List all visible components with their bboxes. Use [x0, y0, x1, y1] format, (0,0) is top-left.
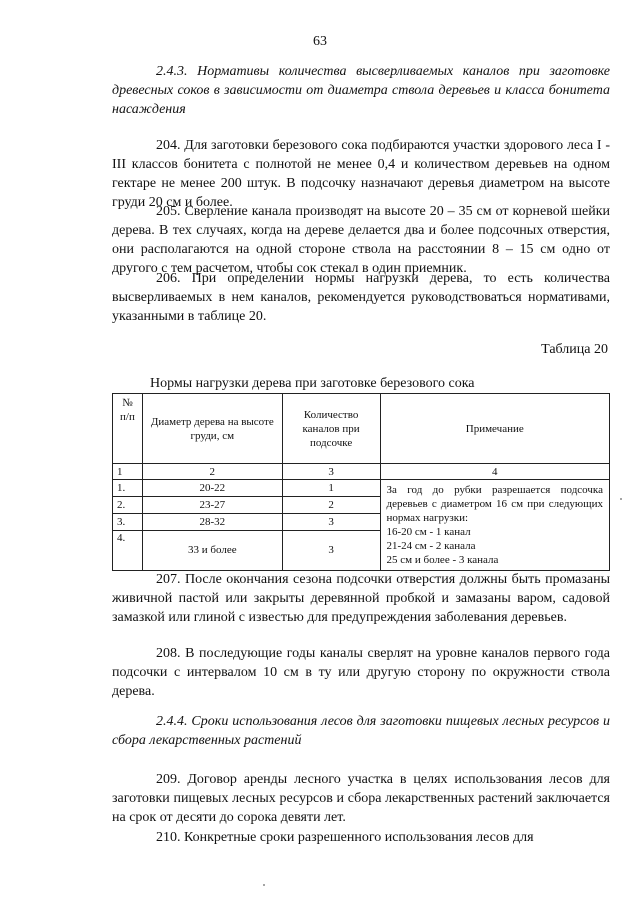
paragraph-210: 210. Конкретные сроки разрешенного использования лесов для — [156, 830, 534, 845]
scan-speck — [620, 498, 622, 500]
paragraph-207: 207. После окончания сезона подсочки отверстия должны быть промазаны живичной пастой или закрыты деревянной пробкой и замазаны варом, садовой замазкой или глиной с известью для предупреждения заболевания деревьев. — [112, 572, 610, 625]
paragraph-204: 204. Для заготовки березового сока подбираются участки здорового леса I - III классов бонитета с полнотой не менее 0,4 и количеством деревьев на одном гектаре не менее 200 штук. В подсочку назначают деревья диаметром на высоте груди 20 см и более. — [112, 138, 610, 210]
table-header-row — [113, 394, 610, 464]
paragraph-205: 205. Сверление канала производят на высоте 20 – 35 см от корневой шейки дерева. В тех случаях, когда на дереве делается два и более подсочных отверстия, они располагаются на одной стороне ствола на расстоянии 8 – 15 см одно от другого с тем расчетом, чтобы сок стекал в один приемник. — [112, 204, 610, 276]
row-num: 2. — [113, 496, 143, 513]
section-heading-text: 2.4.4. Сроки использования лесов для заготовки пищевых лесных ресурсов и сбора лекарственных растений — [112, 714, 610, 748]
paragraph-208: 208. В последующие годы каналы сверлят на уровне каналов первого года подсочки с интервалом 10 см в ту или другую сторону по окружности ствола дерева. — [112, 646, 610, 699]
col-number-3: 3 — [282, 464, 380, 480]
header-note: Примечание — [380, 394, 609, 464]
row-channels: 3 — [282, 530, 380, 570]
row-channels: 2 — [282, 496, 380, 513]
header-num: № п/п — [113, 394, 143, 464]
paragraph-206: 206. При определении нормы нагрузки дерева, то есть количества высверливаемых в нем каналов, рекомендуется руководствоваться нормативами, указанными в таблице 20. — [112, 271, 610, 324]
col-number-2: 2 — [142, 464, 282, 480]
row-channels: 1 — [282, 480, 380, 497]
row-num: 3. — [113, 513, 143, 530]
note-line: 16-20 см - 1 канал — [386, 526, 471, 538]
row-diameter: 28-32 — [142, 513, 282, 530]
section-heading-2-4-4 — [112, 712, 610, 750]
note-line: 21-24 см - 2 канала — [386, 540, 476, 552]
paragraph-209: 209. Договор аренды лесного участка в целях использования лесов для заготовки пищевых лесных ресурсов и сбора лекарственных растений заключается на срок от десяти до сорока девяти лет. — [112, 772, 610, 825]
row-diameter: 20-22 — [142, 480, 282, 497]
note-line: 25 см и более - 3 канала — [386, 554, 499, 566]
section-heading-text: 2.4.3. Нормативы количества высверливаемых каналов при заготовке древесных соков в зависимости от диаметра ствола деревьев и класса бонитета насаждения — [112, 64, 610, 117]
page-number: 63 — [313, 34, 327, 49]
row-diameter: 33 и более — [142, 530, 282, 570]
col-number-4: 4 — [380, 464, 609, 480]
table-column-numbers-row — [113, 464, 610, 480]
row-num: 1. — [113, 480, 143, 497]
note-line: За год до рубки разрешается подсочка деревьев с диаметром 16 см при следующих нормах нагрузки: — [386, 484, 603, 524]
row-channels: 3 — [282, 513, 380, 530]
section-heading-2-4-3 — [112, 62, 610, 119]
table-row — [113, 480, 610, 497]
header-diameter: Диаметр дерева на высоте груди, см — [142, 394, 282, 464]
load-norms-table — [112, 393, 610, 571]
row-diameter: 23-27 — [142, 496, 282, 513]
header-channels: Количество каналов при подсочке — [282, 394, 380, 464]
table-label: Таблица 20 — [541, 342, 608, 357]
table-title: Нормы нагрузки дерева при заготовке березового сока — [150, 376, 475, 391]
col-number-1: 1 — [113, 464, 143, 480]
row-num: 4. — [113, 530, 143, 570]
table-note-cell — [380, 480, 609, 571]
scan-speck — [263, 884, 265, 886]
